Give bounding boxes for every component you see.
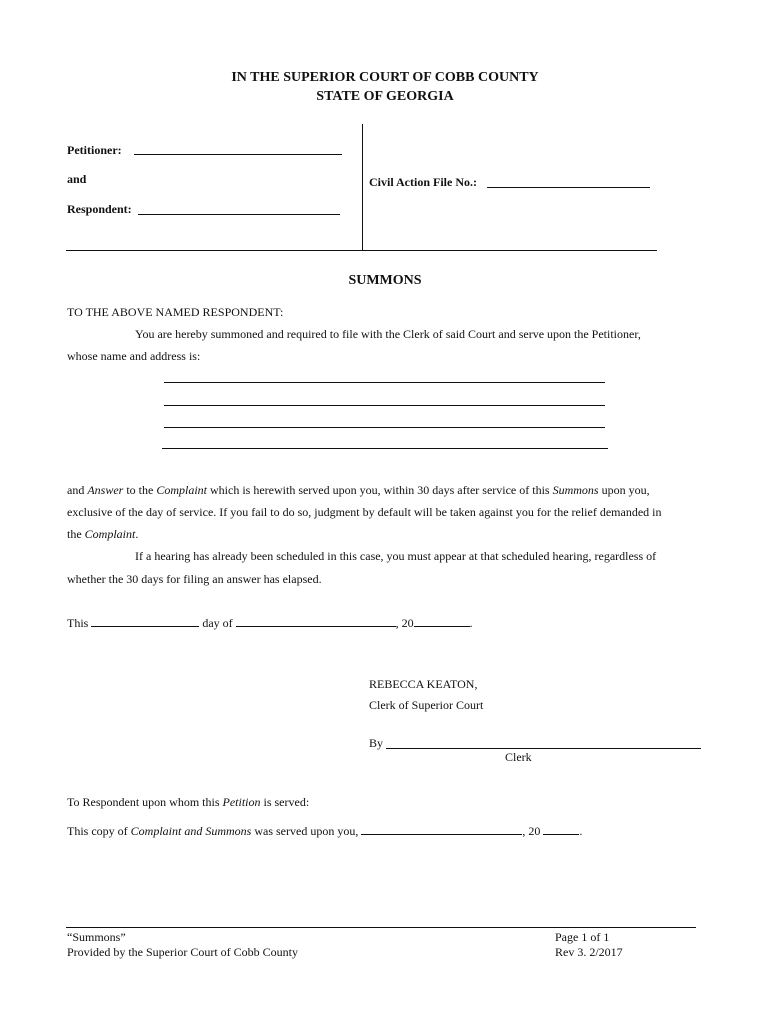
- addressee: TO THE ABOVE NAMED RESPONDENT:: [67, 305, 284, 319]
- para2-line2: exclusive of the day of service. If you fail to do so, judgment by default will be taken against you for the relief demanded in: [67, 505, 662, 519]
- petitioner-address-line-2[interactable]: [164, 405, 605, 406]
- petitioner-label: Petitioner:: [67, 143, 122, 157]
- clerk-signature-caption: Clerk: [505, 750, 532, 764]
- year-prefix: , 20: [395, 616, 414, 630]
- clerk-name: REBECCA KEATON,: [369, 677, 478, 691]
- footer-page-number: Page 1 of 1: [555, 930, 610, 944]
- para1-line1: You are hereby summoned and required to file with the Clerk of said Court and serve upon the Petitioner,: [135, 327, 641, 341]
- service-year-field[interactable]: [543, 824, 579, 835]
- summons-title: SUMMONS: [348, 273, 422, 288]
- service-line1: To Respondent upon whom this Petition is served:: [67, 795, 310, 809]
- court-heading: IN THE SUPERIOR COURT OF COBB COUNTY: [231, 70, 539, 85]
- caption-bottom-rule: [66, 250, 657, 251]
- petitioner-address-line-3[interactable]: [164, 427, 605, 428]
- month-field[interactable]: [236, 616, 396, 627]
- service-line2: This copy of Complaint and Summons was served upon you, , 20 .: [67, 824, 583, 838]
- para1-line2: whose name and address is:: [67, 349, 201, 363]
- day-number-field[interactable]: [91, 616, 199, 627]
- caption-divider: [362, 124, 363, 250]
- civil-action-label: Civil Action File No.:: [369, 175, 477, 189]
- footer-revision: Rev 3. 2/2017: [555, 945, 623, 959]
- and-label: and: [67, 172, 87, 186]
- petitioner-address-line-1[interactable]: [164, 382, 605, 383]
- para3-line1: If a hearing has already been scheduled in this case, you must appear at that scheduled hearing, regardless of: [135, 549, 657, 563]
- petitioner-address-line-4[interactable]: [162, 448, 608, 449]
- by-label: By: [369, 736, 384, 750]
- service-date-field[interactable]: [361, 824, 522, 835]
- day-of-label: day of: [202, 616, 233, 630]
- state-heading: STATE OF GEORGIA: [316, 89, 454, 104]
- petitioner-line[interactable]: [134, 154, 342, 155]
- civil-action-file-line[interactable]: [487, 187, 650, 188]
- this-label: This: [67, 616, 89, 630]
- clerk-signature-line[interactable]: [386, 748, 701, 749]
- footer-doc-name: “Summons”: [67, 930, 126, 944]
- clerk-title: Clerk of Superior Court: [369, 698, 484, 712]
- date-line: This day of , 20 .: [67, 616, 473, 630]
- footer-rule: [66, 927, 696, 928]
- para2-line1: and Answer to the Complaint which is herewith served upon you, within 30 days after service of this Summons upon you,: [67, 483, 650, 497]
- footer-provider: Provided by the Superior Court of Cobb County: [67, 945, 298, 959]
- para3-line2: whether the 30 days for filing an answer has elapsed.: [67, 572, 322, 586]
- year-field[interactable]: [414, 616, 470, 627]
- para2-line3: the Complaint.: [67, 527, 139, 541]
- respondent-line[interactable]: [138, 214, 340, 215]
- respondent-label: Respondent:: [67, 202, 132, 216]
